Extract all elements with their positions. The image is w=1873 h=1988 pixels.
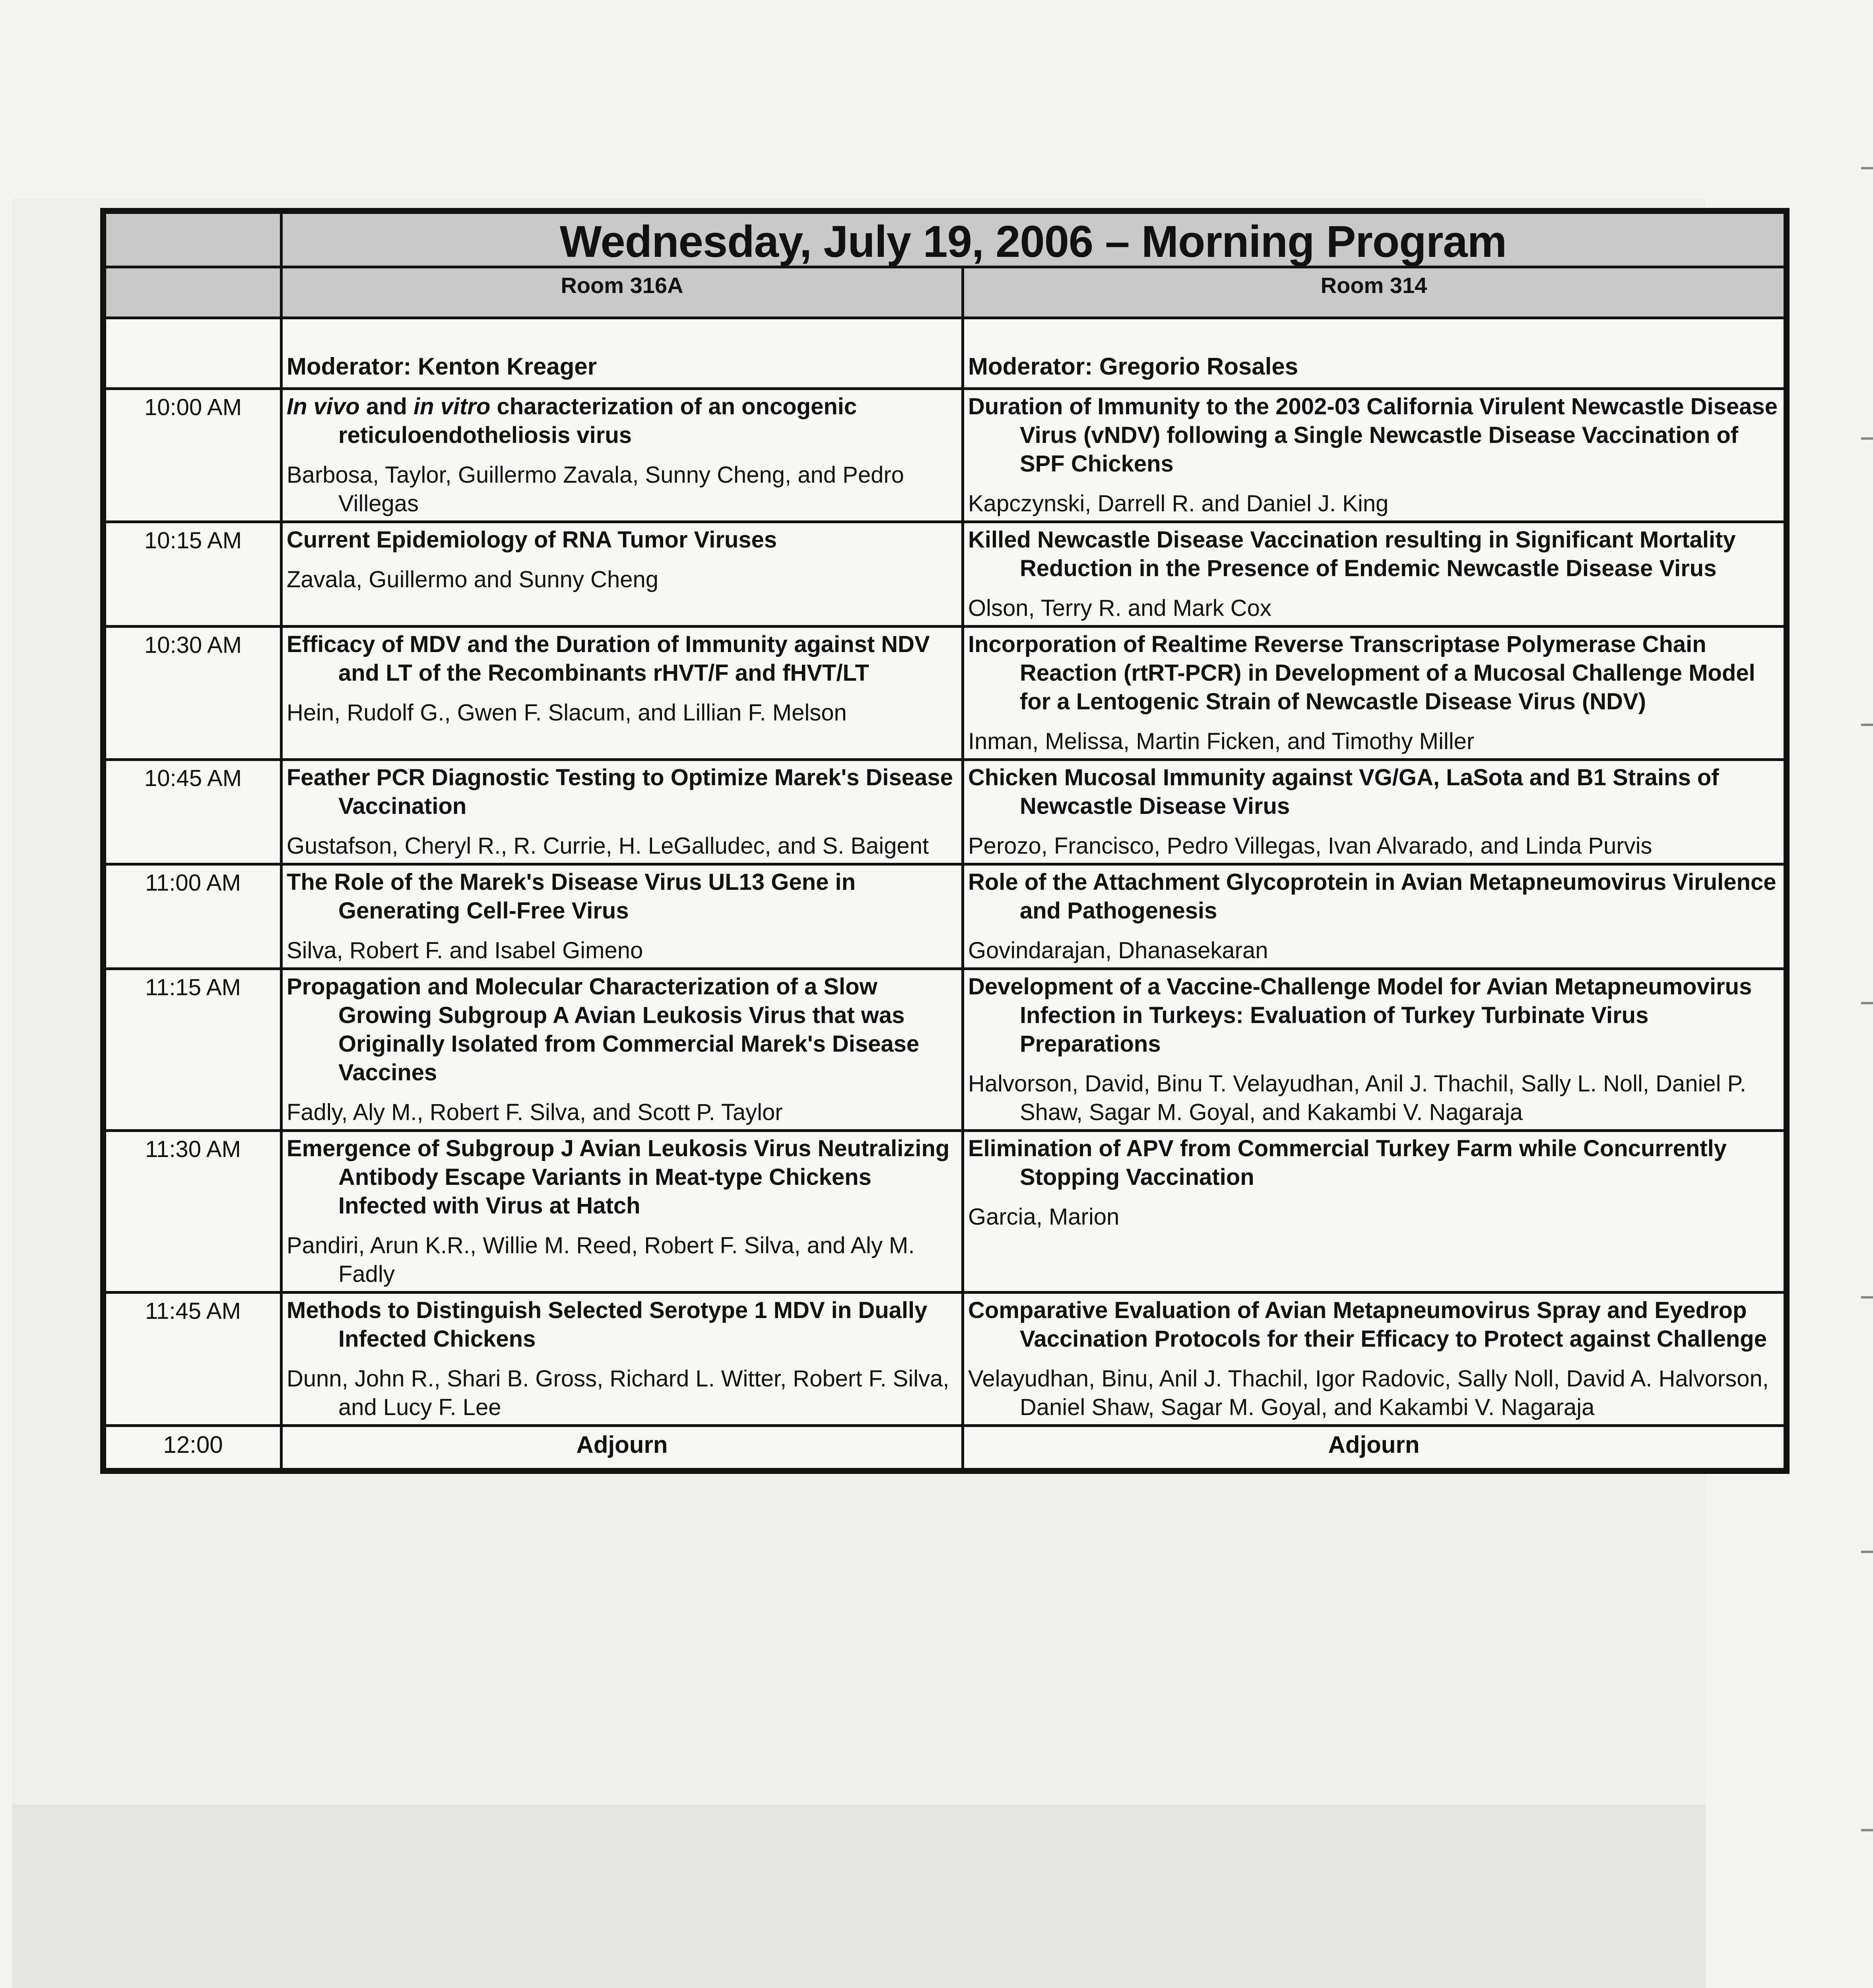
session-b [963, 1293, 1785, 1426]
session-row [105, 627, 1785, 760]
session-a [281, 969, 963, 1131]
session-a [281, 760, 963, 864]
paper-authors: Gustafson, Cheryl R., R. Currie, H. LeGalludec, and S. Baigent [287, 833, 929, 859]
paper-authors: Inman, Melissa, Martin Ficken, and Timothy Miller [968, 728, 1475, 754]
title-time-spacer [105, 213, 281, 267]
session-time: 10:45 AM [105, 760, 281, 864]
paper-authors: Olson, Terry R. and Mark Cox [968, 595, 1271, 621]
session-a [281, 1131, 963, 1293]
paper-authors: Dunn, John R., Shari B. Gross, Richard L. Witter, Robert F. Silva, and Lucy F. Lee [287, 1366, 949, 1420]
margin-ticks [1857, 0, 1873, 1988]
paper-title: Efficacy of MDV and the Duration of Immunity against NDV and LT of the Recombinants rHVT/F and fHVT/LT [287, 631, 930, 686]
session-time: 11:45 AM [105, 1293, 281, 1426]
paper-authors: Barbosa, Taylor, Guillermo Zavala, Sunny Cheng, and Pedro Villegas [287, 462, 904, 516]
adjourn-time: 12:00 [105, 1426, 281, 1470]
adjourn-b: Adjourn [963, 1426, 1785, 1470]
session-row [105, 760, 1785, 864]
paper-title: Current Epidemiology of RNA Tumor Viruses [287, 527, 777, 553]
paper-title: Propagation and Molecular Characterization of a Slow Growing Subgroup A Avian Leukosis Virus that was Originally Isolated from Commercial Marek's Disease Vaccines [287, 974, 920, 1085]
paper-title: Methods to Distinguish Selected Serotype 1 MDV in Dually Infected Chickens [287, 1297, 928, 1352]
session-row [105, 864, 1785, 969]
room-a: Room 316A [281, 267, 963, 318]
session-time: 11:00 AM [105, 864, 281, 969]
session-b [963, 1131, 1785, 1293]
paper-authors: Hein, Rudolf G., Gwen F. Slacum, and Lillian F. Melson [287, 700, 847, 726]
moderator-b: Moderator: Gregorio Rosales [963, 318, 1785, 389]
paper-authors: Silva, Robert F. and Isabel Gimeno [287, 938, 643, 963]
session-a [281, 389, 963, 522]
paper-title-italic: in vitro [413, 394, 491, 419]
session-b [963, 969, 1785, 1131]
session-time: 10:00 AM [105, 389, 281, 522]
moderator-row [105, 318, 1785, 389]
paper-title: Emergence of Subgroup J Avian Leukosis Virus Neutralizing Antibody Escape Variants in Meat-type Chickens Infected with Virus at Hatch [287, 1136, 950, 1219]
session-a [281, 627, 963, 760]
paper-title-italic: In vivo [287, 394, 360, 419]
reverse-page-band [12, 1805, 1706, 1988]
paper-authors: Perozo, Francisco, Pedro Villegas, Ivan Alvarado, and Linda Purvis [968, 833, 1652, 859]
adjourn-a: Adjourn [281, 1426, 963, 1470]
paper-authors: Pandiri, Arun K.R., Willie M. Reed, Robert F. Silva, and Aly M. Fadly [287, 1233, 915, 1287]
room-b: Room 314 [963, 267, 1785, 318]
paper-title: Feather PCR Diagnostic Testing to Optimize Marek's Disease Vaccination [287, 765, 953, 819]
paper-title: Incorporation of Realtime Reverse Transcriptase Polymerase Chain Reaction (rtRT-PCR) in Development of a Mucosal Challenge Model for a Lentogenic Strain of Newcastle Disease Virus (NDV) [968, 631, 1755, 714]
session-time: 11:30 AM [105, 1131, 281, 1293]
session-a [281, 864, 963, 969]
paper-title-text: characterization of an oncogenic reticuloendotheliosis virus [338, 394, 857, 448]
session-b [963, 522, 1785, 627]
session-time: 10:30 AM [105, 627, 281, 760]
session-row [105, 1293, 1785, 1426]
paper-authors: Velayudhan, Binu, Anil J. Thachil, Igor Radovic, Sally Noll, David A. Halvorson, Daniel Shaw, Sagar M. Goyal, and Kakambi V. Nagaraja [968, 1366, 1769, 1420]
page-title: Wednesday, July 19, 2006 – Morning Program [559, 217, 1507, 266]
paper-title [287, 392, 957, 450]
program-table [100, 208, 1790, 1474]
title-cell [281, 213, 1785, 267]
paper-title: Role of the Attachment Glycoprotein in Avian Metapneumovirus Virulence and Pathogenesis [968, 869, 1776, 924]
paper-authors: Govindarajan, Dhanasekaran [968, 938, 1268, 963]
session-row [105, 389, 1785, 522]
moderator-a: Moderator: Kenton Kreager [281, 318, 963, 389]
session-b [963, 864, 1785, 969]
session-time: 11:15 AM [105, 969, 281, 1131]
paper-title: Comparative Evaluation of Avian Metapneumovirus Spray and Eyedrop Vaccination Protocols for their Efficacy to Protect against Challenge [968, 1297, 1767, 1352]
session-b [963, 627, 1785, 760]
paper-title: Chicken Mucosal Immunity against VG/GA, LaSota and B1 Strains of Newcastle Disease Virus [968, 765, 1719, 819]
paper-authors: Kapczynski, Darrell R. and Daniel J. King [968, 491, 1389, 516]
paper-title: Development of a Vaccine-Challenge Model for Avian Metapneumovirus Infection in Turkeys: Evaluation of Turkey Turbinate Virus Preparations [968, 974, 1752, 1057]
paper-title: The Role of the Marek's Disease Virus UL13 Gene in Generating Cell-Free Virus [287, 869, 856, 924]
session-time: 10:15 AM [105, 522, 281, 627]
session-row [105, 522, 1785, 627]
paper-title-text: and [359, 394, 414, 419]
session-row [105, 969, 1785, 1131]
paper-authors: Zavala, Guillermo and Sunny Cheng [287, 567, 658, 592]
paper-title: Duration of Immunity to the 2002-03 California Virulent Newcastle Disease Virus (vNDV) following a Single Newcastle Disease Vaccination of SPF Chickens [968, 394, 1778, 477]
session-row [105, 1131, 1785, 1293]
session-b [963, 389, 1785, 522]
session-a [281, 522, 963, 627]
session-a [281, 1293, 963, 1426]
session-b [963, 760, 1785, 864]
room-row [105, 267, 1785, 318]
title-row [105, 213, 1785, 267]
room-time-spacer [105, 267, 281, 318]
moderator-time-spacer [105, 318, 281, 389]
paper-title: Elimination of APV from Commercial Turkey Farm while Concurrently Stopping Vaccination [968, 1136, 1727, 1190]
paper-title: Killed Newcastle Disease Vaccination resulting in Significant Mortality Reduction in the Presence of Endemic Newcastle Disease Virus [968, 527, 1736, 581]
paper-authors: Halvorson, David, Binu T. Velayudhan, Anil J. Thachil, Sally L. Noll, Daniel P. Shaw, Sagar M. Goyal, and Kakambi V. Nagaraja [968, 1071, 1746, 1125]
adjourn-row [105, 1426, 1785, 1470]
paper-authors: Garcia, Marion [968, 1204, 1120, 1230]
paper-authors: Fadly, Aly M., Robert F. Silva, and Scott P. Taylor [287, 1099, 783, 1125]
